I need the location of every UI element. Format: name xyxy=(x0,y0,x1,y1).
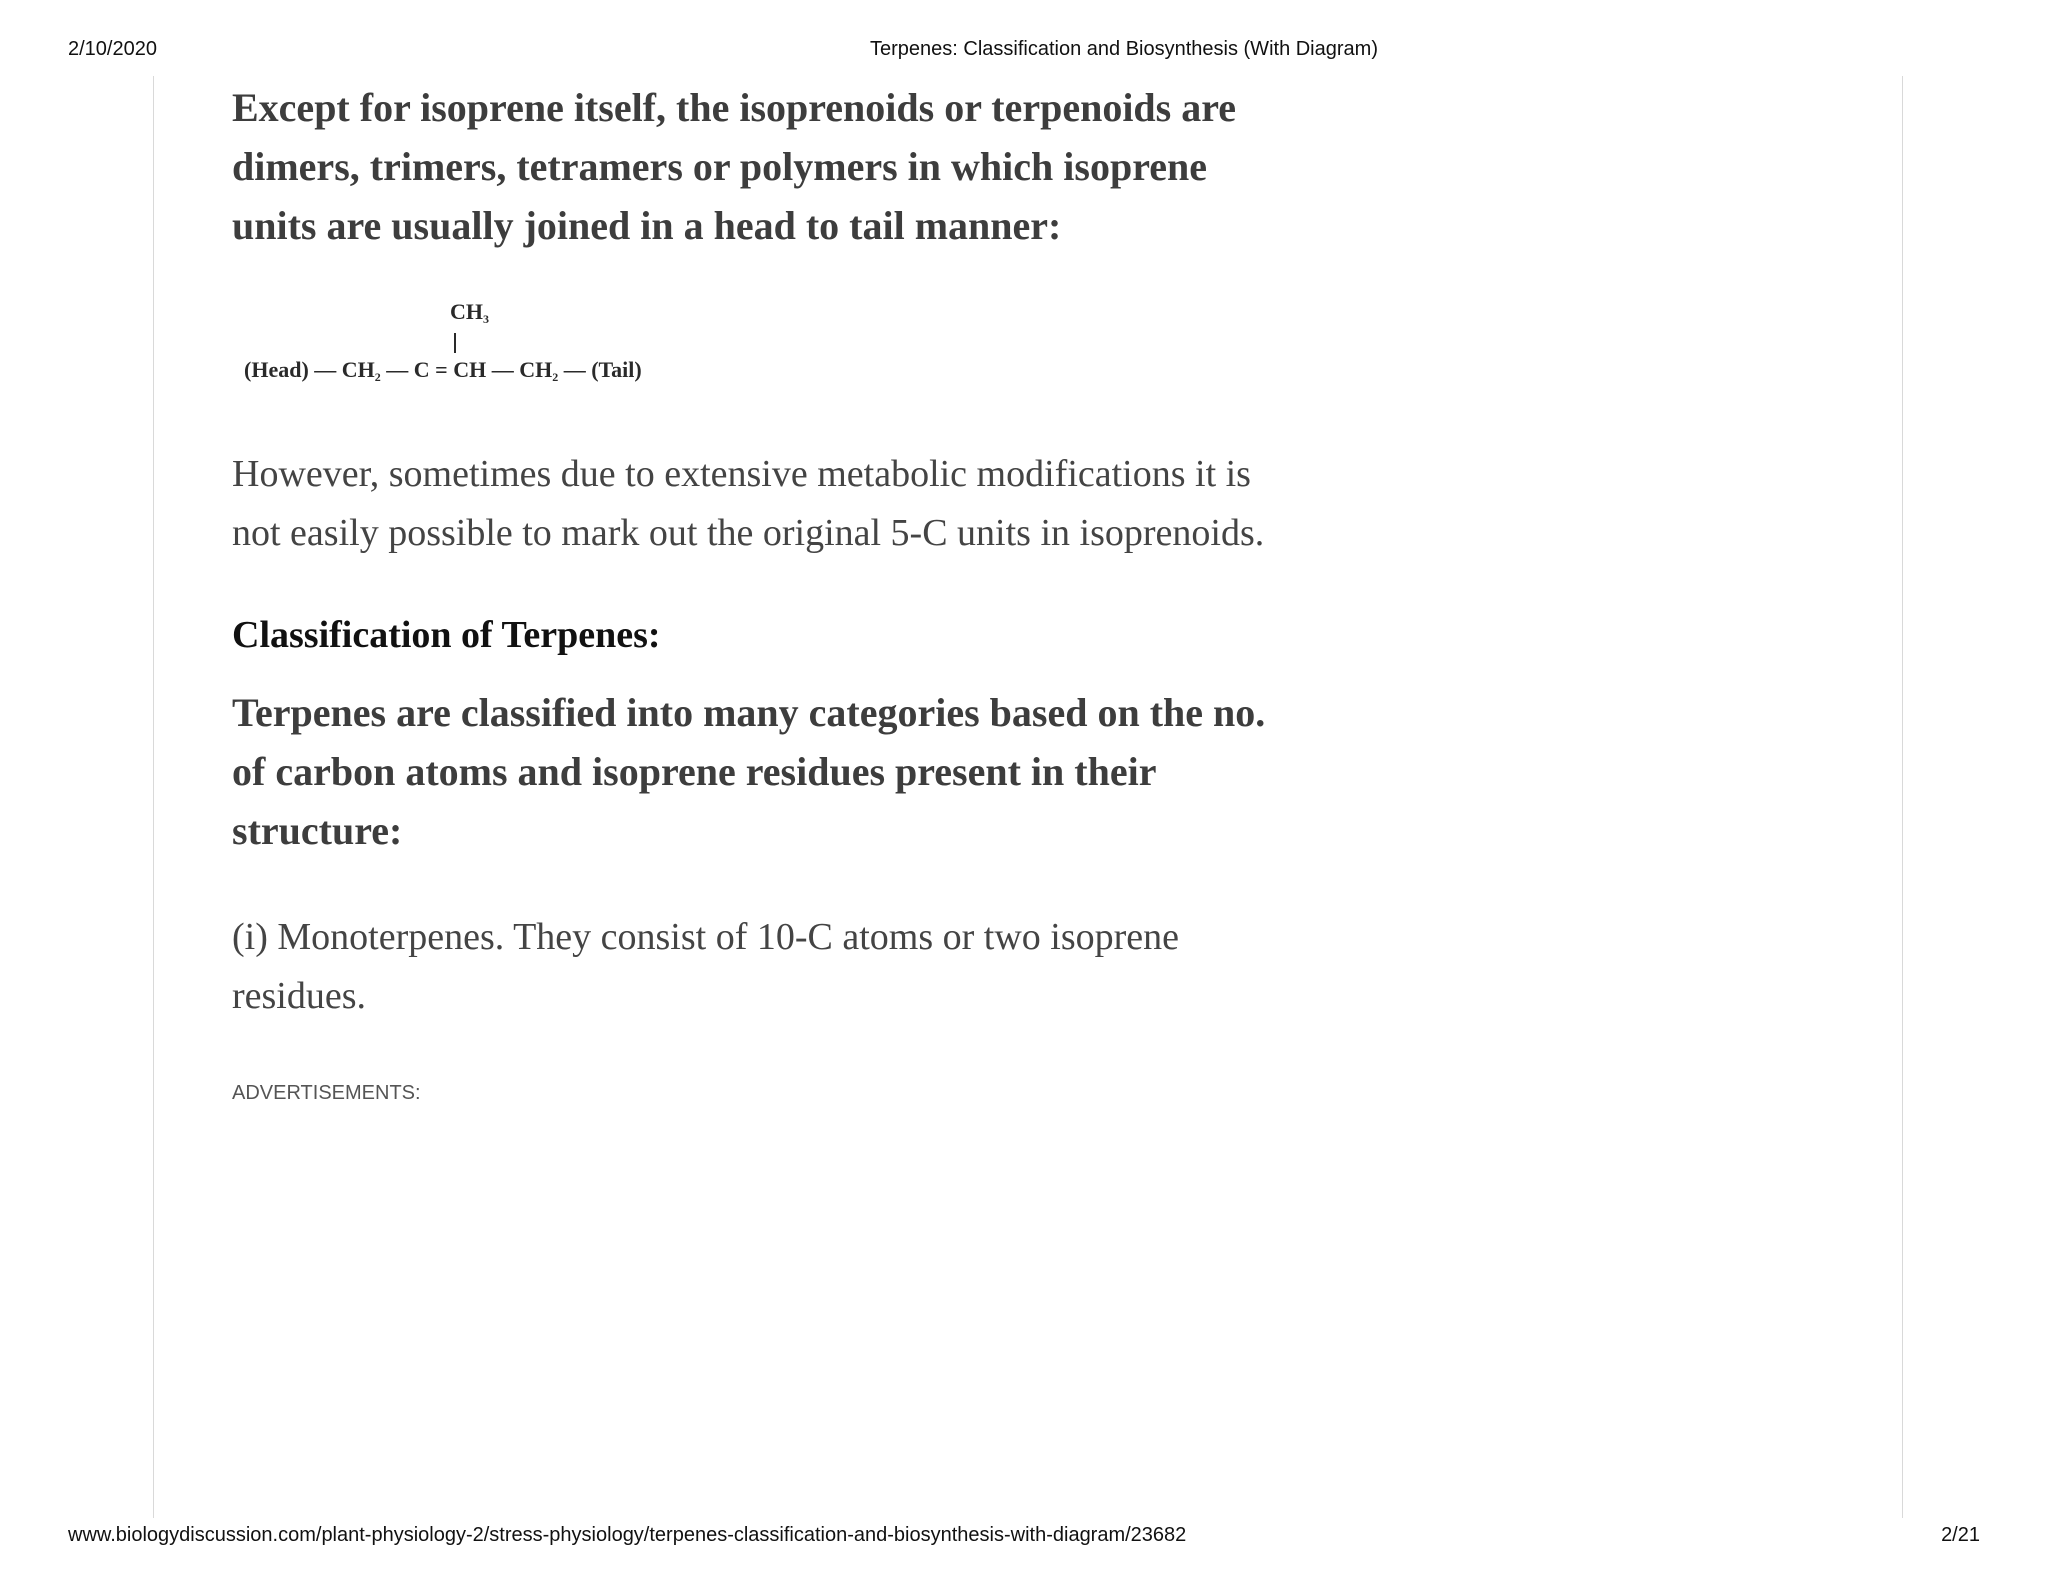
formula-bond-line xyxy=(454,333,456,353)
print-footer xyxy=(0,1524,2048,1552)
print-title: Terpenes: Classification and Biosynthesis (With Diagram) xyxy=(870,38,1378,60)
page-number: 2/21 xyxy=(1941,1524,1980,1546)
right-divider xyxy=(1902,76,1903,1518)
advertisements-label: ADVERTISEMENTS: xyxy=(232,1082,421,1104)
intro-paragraph: Except for isoprene itself, the isoprenoids or terpenoids are dimers, trimers, tetramers or polymers in which isoprene units are usually joined in a head to tail manner: xyxy=(232,85,1237,248)
monoterpenes-paragraph: (i) Monoterpenes. They consist of 10-C atoms or two isoprene residues. xyxy=(232,916,1180,1017)
isoprene-formula xyxy=(232,295,752,415)
classification-paragraph: Terpenes are classified into many categories based on the no. of carbon atoms and isoprene residues present in their structure: xyxy=(232,690,1266,853)
formula-methyl-branch: $CH_3$ xyxy=(450,299,489,326)
section-heading: Classification of Terpenes: xyxy=(232,614,661,656)
left-divider xyxy=(153,76,154,1518)
print-date: 2/10/2020 xyxy=(68,38,157,60)
page-url: www.biologydiscussion.com/plant-physiology-2/stress-physiology/terpenes-classification-and-biosynthesis-with-diagram/23682 xyxy=(68,1524,1187,1546)
modification-paragraph: However, sometimes due to extensive metabolic modifications it is not easily possible to mark out the original 5-C units in isoprenoids. xyxy=(232,453,1265,554)
print-header xyxy=(0,38,2048,66)
article-body xyxy=(232,78,1312,1105)
formula-chain: (Head) — $CH_2$ — C = CH — $CH_2$ — (Tail) xyxy=(244,357,642,384)
